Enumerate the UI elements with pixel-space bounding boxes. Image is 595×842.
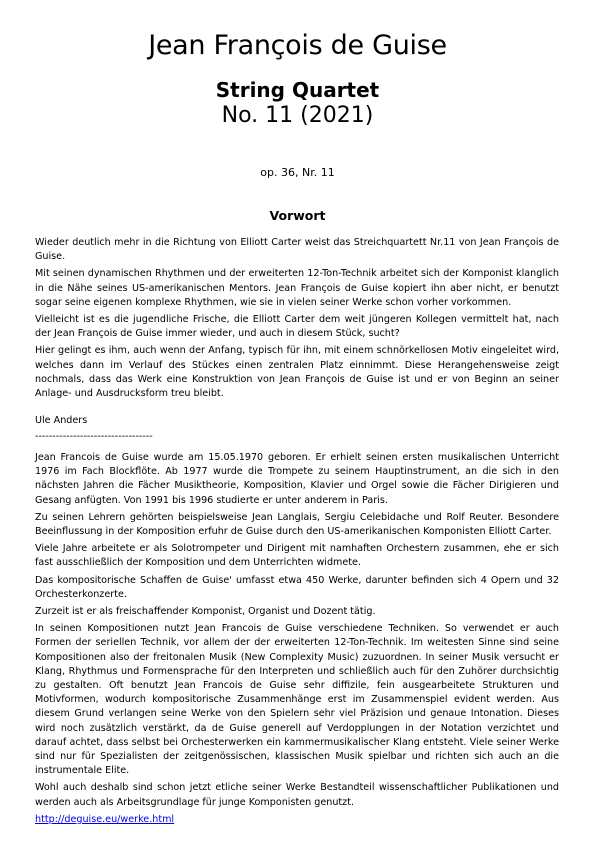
biography-paragraph: Zu seinen Lehrern gehörten beispielsweise Jean Langlais, Sergiu Celebidache und Rolf Reuter. Besondere Beeinflussung in der Komposition erfuhr de Guise durch den US-amerikanischen Komponisten Elliott Carter. <box>35 511 559 538</box>
opus-number: op. 36, Nr. 11 <box>260 166 335 179</box>
biography-paragraph: In seinen Kompositionen nutzt Jean Francois de Guise verschiedene Techniken. So verwendet er auch Formen der seriellen Technik, vor allem der der erweiterten 12-Ton-Technik. Im weitesten Sinne sind seine Kompositionen also der freitonalen Musik (New Complexity Music) zuzuordnen. In seiner Musik versucht er Klang, Rhythmus und Formensprache für den Interpreten und schließlich auch für den Zuhörer durchsichtig zu gestalten. Oft benutzt Jean Francois de Guise sehr diffizile, fein ausgearbeitete Strukturen und Motivformen, wodurch kompositorische Zusammenhänge erst im Zusammenspiel evident werden. Aus diesem Grund verlangen seine Werke von den Spielern sehr viel Präzision und genaue Intonation. Dieses wird noch zusätzlich verstärkt, da de Guise generell auf Verdopplungen in der Notation verzichtet und darauf achtet, dass selbst bei Orchesterwerken ein kammermusikalischer Klang entsteht. Viele seiner Werke sind nur für Spezialisten der zeitgenössischen, klassischen Musik spielbar und richten sich auch an die instrumentale Elite. <box>35 623 559 777</box>
website-link[interactable]: http://deguise.eu/werke.html <box>35 813 175 825</box>
foreword-author: Ule Anders <box>35 415 88 426</box>
work-title: String Quartet <box>215 78 380 102</box>
foreword-paragraph: Mit seinen dynamischen Rhythmen und der erweiterten 12-Ton-Technik arbeitet sich der Komponist klanglich in die Nähe seines US-amerikanischen Mentors. Jean François de Guise kopiert ihn aber nicht, er benutzt sogar seine eigenen komplexe Rhythmen, wie sie in vielen seiner Werke schon vorher vorkommen. <box>35 268 559 308</box>
divider-line: ---------------------------------- <box>35 431 153 442</box>
foreword-text <box>35 236 559 404</box>
foreword-paragraph: Wieder deutlich mehr in die Richtung von Elliott Carter weist das Streichquartett Nr.11 von Jean François de Guise. <box>35 237 559 263</box>
foreword-paragraph: Hier gelingt es ihm, auch wenn der Anfang, typisch für ihn, mit einem schnörkellosen Motiv eingeleitet wird, welches dann im Verlauf des Stückes einen zentralen Platz einnimmt. Diese Herangehensweise zeigt nochmals, dass das Werk eine Konstruktion von Jean François de Guise ist und er von Beginn an seiner Anlage- und Ausdrucksform treu bleibt. <box>35 345 559 400</box>
website-link-line <box>35 813 559 827</box>
biography-paragraph: Viele Jahre arbeitete er als Solotrompeter und Dirigent mit namhaften Orchestern zusammen, ehe er sich fast ausschließlich der Komposition und dem Unterrichten widmete. <box>35 543 559 569</box>
work-number: No. 11 (2021) <box>221 103 374 128</box>
foreword-paragraph: Vielleicht ist es die jugendliche Frische, die Elliott Carter dem weit jüngeren Kollegen vermittelt hat, nach der Jean François de Guise immer wieder, und auch in diesem Stück, sucht? <box>35 314 559 340</box>
biography-paragraph: Jean Francois de Guise wurde am 15.05.1970 geboren. Er erhielt seinen ersten musikalischen Unterricht 1976 im Fach Blockflöte. Ab 1977 wurde die Trompete zu seinem Hauptinstrument, an die sich in den nächsten Jahren die Fächer Musiktheorie, Komposition, Klavier und Orgel sowie die Fächer Dirigieren und Gesang anfügten. Von 1991 bis 1996 studierte er unter anderem in Paris. <box>35 452 559 506</box>
composer-name: Jean François de Guise <box>148 30 447 61</box>
biography-text <box>35 451 559 830</box>
biography-paragraph: Das kompositorische Schaffen de Guise' umfasst etwa 450 Werke, darunter befinden sich 4 Opern und 32 Orchesterkonzerte. <box>35 574 559 600</box>
foreword-heading: Vorwort <box>269 208 326 223</box>
biography-paragraph: Zurzeit ist er als freischaffender Komponist, Organist und Dozent tätig. <box>35 606 376 618</box>
biography-paragraph: Wohl auch deshalb sind schon jetzt etliche seiner Werke Bestandteil wissenschaftlicher Publikationen und werden auch als Arbeitsgrundlage für junge Komponisten genutzt. <box>35 782 559 808</box>
